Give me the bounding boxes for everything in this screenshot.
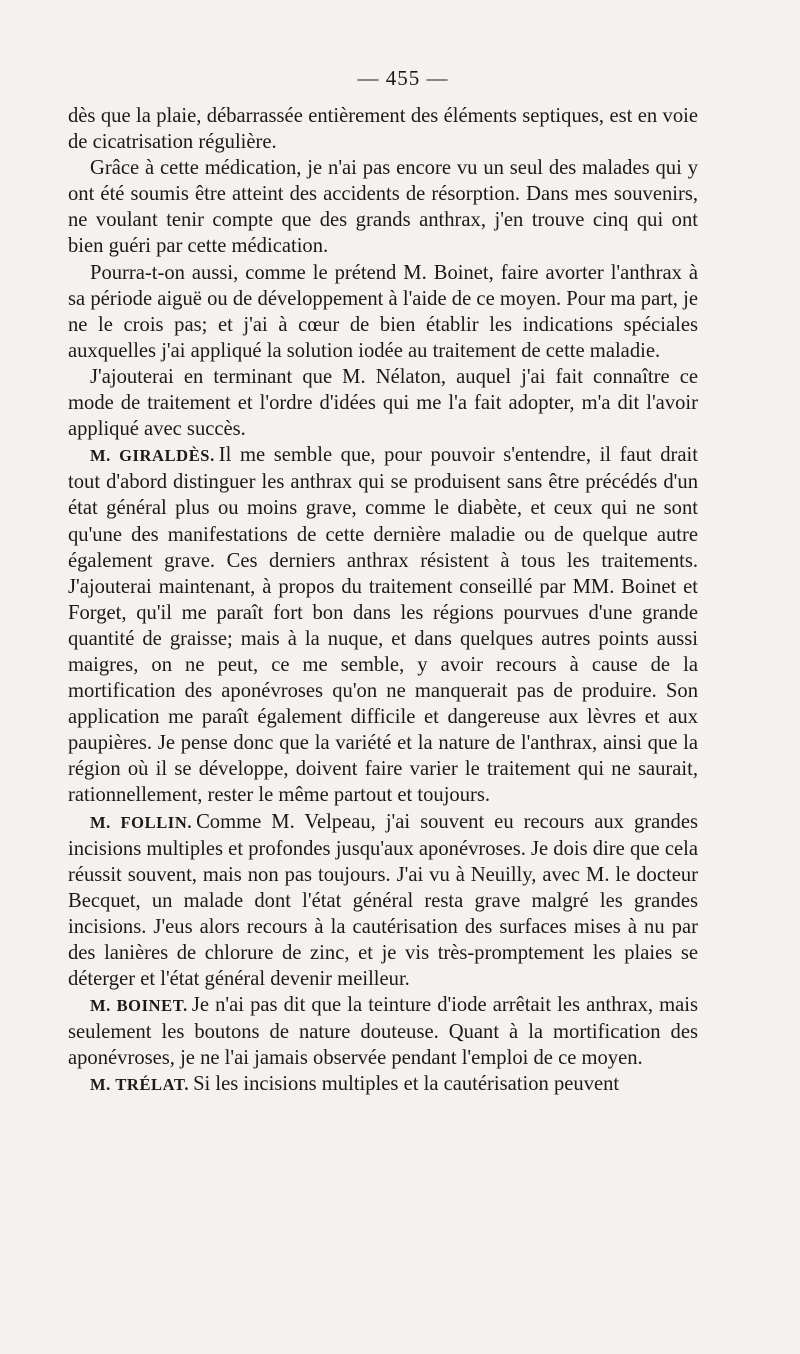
paragraph: [68, 260, 698, 364]
paragraph: [68, 364, 698, 442]
speaker-name: M. FOLLIN.: [90, 812, 193, 832]
paragraph-boinet: [68, 992, 698, 1071]
speaker-name: M. GIRALDÈS.: [90, 446, 215, 466]
paragraph-trelat: [68, 1071, 698, 1098]
paragraph-text: Pourra-t-on aussi, comme le prétend M. Boinet, faire avorter l'anthrax à sa période aiguë ou de développement à l'aide de ce moyen. Pour ma part, je ne le crois pas; et j'ai à cœur de bien établir les indications spéciales auxquelles j'ai appliqué la solution iodée au traitement de cette maladie.: [68, 261, 698, 362]
paragraph-text: Il me semble que, pour pouvoir s'entendre, il faut drait tout d'abord distinguer les anthrax qui se produisent sans être précédés d'un état général plus ou moins grave, comme le diabète, et ceux qui ne sont qu'une des manifestations de cette dernière maladie ou de quelque autre également grave. Ces derniers anthrax résistent à tous les traitements. J'ajouterai maintenant, à propos du traitement conseillé par MM. Boinet et Forget, qu'il me paraît fort bon dans les régions pourvues d'une grande quantité de graisse; mais à la nuque, et dans quelques autres points aussi maigres, on ne peut, ce me semble, y avoir recours à cause de la mortification des aponévroses qu'on ne manquerait pas de produire. Son application me paraît également difficile et dangereuse aux lèvres et aux paupières. Je pense donc que la variété et la nature de l'anthrax, ainsi que la région où il se développe, doivent faire varier le traitement qui ne saurait, rationnellement, rester le même partout et toujours.: [68, 444, 698, 807]
speaker-name: M. TRÉLAT.: [90, 1075, 190, 1095]
speaker-name: M. BOINET.: [90, 996, 188, 1016]
paragraph-text: dès que la plaie, débarrassée entièrement des éléments septiques, est en voie de cicatrisation régulière.: [68, 105, 698, 154]
paragraph: [68, 155, 698, 259]
body-text: [68, 103, 698, 1099]
paragraph-text: Grâce à cette médication, je n'ai pas encore vu un seul des malades qui y ont été soumis être atteint des accidents de résorption. Dans mes souvenirs, ne voulant tenir compte que des grands anthrax, j'en trouve cinq qui ont bien guéri par cette médication.: [68, 157, 698, 258]
paragraph: [68, 103, 698, 155]
paragraph-giraldes: [68, 442, 698, 808]
paragraph-text: Si les incisions multiples et la cautérisation peuvent: [193, 1073, 620, 1096]
paragraph-text: J'ajouterai en terminant que M. Nélaton, auquel j'ai fait connaître ce mode de traitement et l'ordre d'idées qui me l'a fait adopter, m'a dit l'avoir appliqué avec succès.: [68, 365, 698, 441]
paragraph-follin: [68, 809, 698, 993]
paragraph-text: Comme M. Velpeau, j'ai souvent eu recours aux grandes incisions multiples et profondes jusqu'aux aponévroses. Je dois dire que cela réussit souvent, mais non pas toujours. J'ai vu à Neuilly, avec M. le docteur Becquet, un malade dont l'état général resta grave malgré les grandes incisions. J'eus alors recours à la cautérisation des surfaces mises à nu par des lanières de chlorure de zinc, et je vis très-promptement les plaies se déterger et l'état général devenir meilleur.: [68, 810, 698, 991]
paragraph-text: Je n'ai pas dit que la teinture d'iode arrêtait les anthrax, mais seulement les boutons de nature douteuse. Quant à la mortification des aponévroses, je ne l'ai jamais observée pendant l'emploi de ce moyen.: [68, 994, 698, 1070]
page-number: — 455 —: [357, 66, 449, 90]
